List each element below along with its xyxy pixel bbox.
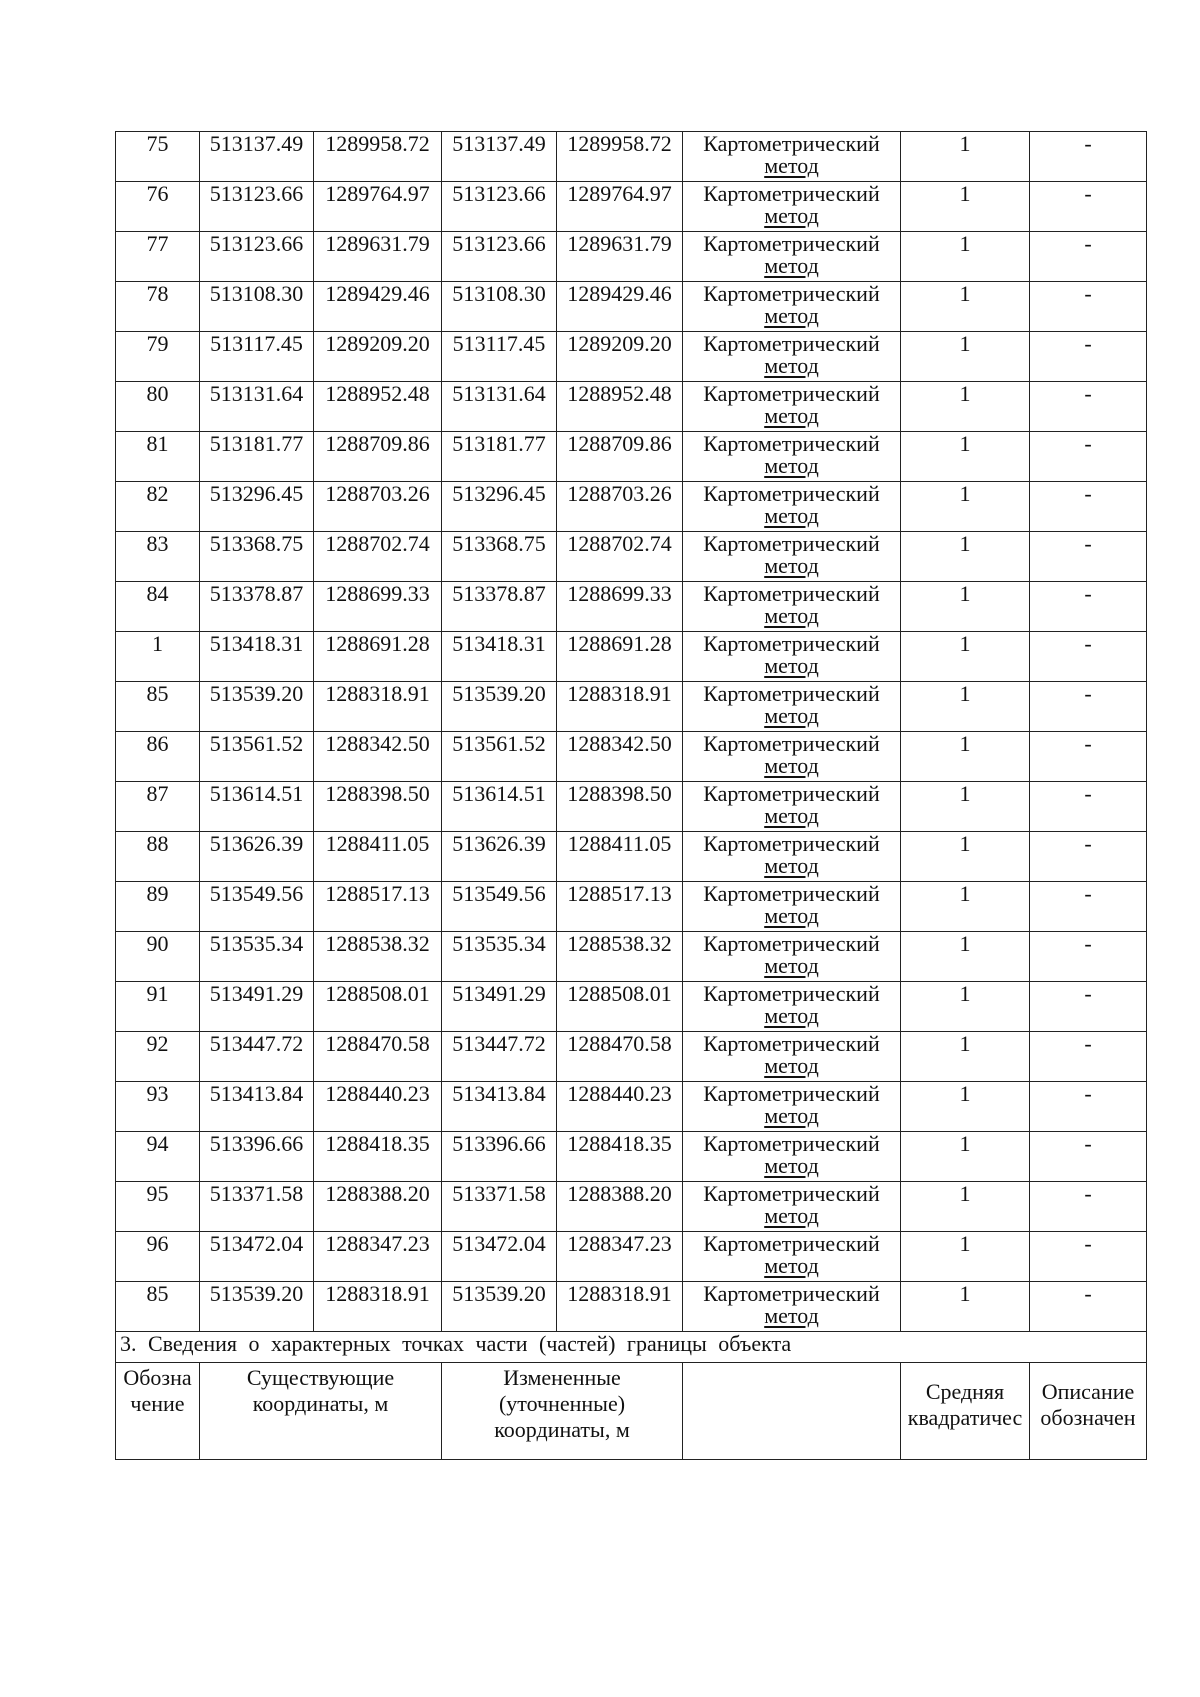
accuracy-value: 1 xyxy=(901,832,1030,882)
method-cell xyxy=(683,332,901,382)
method-line1: Картометрический xyxy=(703,781,880,806)
changed-y: 1288517.13 xyxy=(557,882,683,932)
method-line1: Картометрический xyxy=(703,481,880,506)
method-line2: метод xyxy=(764,753,819,778)
table-row xyxy=(116,1132,1147,1182)
description-value: - xyxy=(1030,882,1147,932)
section-row xyxy=(116,1332,1147,1363)
method-cell xyxy=(683,582,901,632)
method-cell xyxy=(683,682,901,732)
method-line2: метод xyxy=(764,153,819,178)
table-row xyxy=(116,882,1147,932)
point-number: 86 xyxy=(116,732,200,782)
changed-y: 1289209.20 xyxy=(557,332,683,382)
method-line2: метод xyxy=(764,203,819,228)
method-line2: метод xyxy=(764,1253,819,1278)
table-row xyxy=(116,282,1147,332)
method-line2: метод xyxy=(764,553,819,578)
accuracy-value: 1 xyxy=(901,1282,1030,1332)
existing-y: 1288440.23 xyxy=(314,1082,442,1132)
method-cell xyxy=(683,882,901,932)
accuracy-value: 1 xyxy=(901,532,1030,582)
accuracy-value: 1 xyxy=(901,332,1030,382)
existing-y: 1288691.28 xyxy=(314,632,442,682)
point-number: 94 xyxy=(116,1132,200,1182)
table-row xyxy=(116,682,1147,732)
changed-y: 1288952.48 xyxy=(557,382,683,432)
description-value: - xyxy=(1030,482,1147,532)
existing-x: 513396.66 xyxy=(200,1132,314,1182)
header-designation xyxy=(116,1363,200,1460)
method-cell xyxy=(683,632,901,682)
existing-y: 1288418.35 xyxy=(314,1132,442,1182)
method-line2: метод xyxy=(764,303,819,328)
point-number: 80 xyxy=(116,382,200,432)
description-value: - xyxy=(1030,632,1147,682)
accuracy-value: 1 xyxy=(901,932,1030,982)
method-line2: метод xyxy=(764,253,819,278)
header-existing-coords xyxy=(200,1363,442,1460)
existing-y: 1289764.97 xyxy=(314,182,442,232)
table-row xyxy=(116,732,1147,782)
description-value: - xyxy=(1030,732,1147,782)
method-cell xyxy=(683,932,901,982)
header-existing-line1: Существующие xyxy=(246,1365,395,1390)
changed-y: 1289958.72 xyxy=(557,132,683,182)
point-number: 89 xyxy=(116,882,200,932)
description-value: - xyxy=(1030,1282,1147,1332)
method-cell xyxy=(683,1282,901,1332)
table-row xyxy=(116,1032,1147,1082)
existing-x: 513181.77 xyxy=(200,432,314,482)
description-value: - xyxy=(1030,982,1147,1032)
method-cell xyxy=(683,982,901,1032)
changed-x: 513296.45 xyxy=(442,482,557,532)
existing-y: 1288318.91 xyxy=(314,1282,442,1332)
table-row xyxy=(116,1182,1147,1232)
existing-x: 513296.45 xyxy=(200,482,314,532)
accuracy-value: 1 xyxy=(901,682,1030,732)
existing-y: 1288709.86 xyxy=(314,432,442,482)
point-number: 77 xyxy=(116,232,200,282)
method-line1: Картометрический xyxy=(703,1281,880,1306)
changed-x: 513108.30 xyxy=(442,282,557,332)
existing-y: 1288388.20 xyxy=(314,1182,442,1232)
existing-y: 1288347.23 xyxy=(314,1232,442,1282)
method-cell xyxy=(683,832,901,882)
existing-y: 1289958.72 xyxy=(314,132,442,182)
changed-x: 513626.39 xyxy=(442,832,557,882)
table-row xyxy=(116,1232,1147,1282)
method-cell xyxy=(683,132,901,182)
header-changed-line1: Измененные xyxy=(503,1365,621,1390)
point-number: 82 xyxy=(116,482,200,532)
header-accuracy xyxy=(901,1363,1030,1460)
method-line1: Картометрический xyxy=(703,681,880,706)
existing-y: 1289631.79 xyxy=(314,232,442,282)
table-row xyxy=(116,832,1147,882)
method-line1: Картометрический xyxy=(703,881,880,906)
table-row xyxy=(116,1082,1147,1132)
description-value: - xyxy=(1030,1232,1147,1282)
existing-x: 513626.39 xyxy=(200,832,314,882)
header-accuracy-line2: квадратичес xyxy=(907,1405,1023,1430)
header-description-line1: Описание xyxy=(1041,1379,1135,1404)
header-accuracy-line1: Средняя xyxy=(925,1379,1005,1404)
description-value: - xyxy=(1030,782,1147,832)
boundary-points-table xyxy=(115,131,1147,1460)
method-line2: метод xyxy=(764,1303,819,1328)
point-number: 91 xyxy=(116,982,200,1032)
existing-y: 1288411.05 xyxy=(314,832,442,882)
changed-y: 1288508.01 xyxy=(557,982,683,1032)
accuracy-value: 1 xyxy=(901,1082,1030,1132)
existing-y: 1289429.46 xyxy=(314,282,442,332)
table-row xyxy=(116,332,1147,382)
header-changed-coords xyxy=(442,1363,683,1460)
changed-x: 513418.31 xyxy=(442,632,557,682)
existing-x: 513549.56 xyxy=(200,882,314,932)
method-line1: Картометрический xyxy=(703,831,880,856)
table-row xyxy=(116,532,1147,582)
table-row xyxy=(116,1282,1147,1332)
changed-y: 1289764.97 xyxy=(557,182,683,232)
existing-y: 1288703.26 xyxy=(314,482,442,532)
changed-x: 513368.75 xyxy=(442,532,557,582)
point-number: 96 xyxy=(116,1232,200,1282)
table-row xyxy=(116,582,1147,632)
description-value: - xyxy=(1030,432,1147,482)
point-number: 85 xyxy=(116,682,200,732)
existing-x: 513131.64 xyxy=(200,382,314,432)
table-body xyxy=(116,132,1147,1460)
table-row xyxy=(116,182,1147,232)
changed-y: 1289429.46 xyxy=(557,282,683,332)
point-number: 87 xyxy=(116,782,200,832)
accuracy-value: 1 xyxy=(901,232,1030,282)
method-line1: Картометрический xyxy=(703,1231,880,1256)
method-cell xyxy=(683,1182,901,1232)
method-line1: Картометрический xyxy=(703,1031,880,1056)
existing-x: 513368.75 xyxy=(200,532,314,582)
existing-x: 513108.30 xyxy=(200,282,314,332)
header-changed-line3: координаты, м xyxy=(494,1417,630,1442)
method-line2: метод xyxy=(764,853,819,878)
existing-y: 1288699.33 xyxy=(314,582,442,632)
method-line1: Картометрический xyxy=(703,631,880,656)
changed-y: 1288411.05 xyxy=(557,832,683,882)
changed-y: 1288709.86 xyxy=(557,432,683,482)
changed-x: 513447.72 xyxy=(442,1032,557,1082)
existing-y: 1288952.48 xyxy=(314,382,442,432)
existing-x: 513371.58 xyxy=(200,1182,314,1232)
changed-x: 513123.66 xyxy=(442,232,557,282)
description-value: - xyxy=(1030,582,1147,632)
accuracy-value: 1 xyxy=(901,782,1030,832)
changed-x: 513371.58 xyxy=(442,1182,557,1232)
method-line2: метод xyxy=(764,1153,819,1178)
header-row xyxy=(116,1363,1147,1460)
description-value: - xyxy=(1030,832,1147,882)
method-cell xyxy=(683,532,901,582)
point-number: 76 xyxy=(116,182,200,232)
method-line2: метод xyxy=(764,1103,819,1128)
description-value: - xyxy=(1030,932,1147,982)
method-line1: Картометрический xyxy=(703,231,880,256)
existing-x: 513539.20 xyxy=(200,1282,314,1332)
method-line2: метод xyxy=(764,953,819,978)
point-number: 90 xyxy=(116,932,200,982)
changed-x: 513137.49 xyxy=(442,132,557,182)
existing-x: 513447.72 xyxy=(200,1032,314,1082)
method-line2: метод xyxy=(764,1203,819,1228)
existing-y: 1288470.58 xyxy=(314,1032,442,1082)
table-row xyxy=(116,132,1147,182)
header-method xyxy=(683,1363,901,1460)
description-value: - xyxy=(1030,1132,1147,1182)
table-row xyxy=(116,232,1147,282)
method-line1: Картометрический xyxy=(703,181,880,206)
accuracy-value: 1 xyxy=(901,1132,1030,1182)
changed-y: 1288418.35 xyxy=(557,1132,683,1182)
changed-x: 513614.51 xyxy=(442,782,557,832)
accuracy-value: 1 xyxy=(901,882,1030,932)
description-value: - xyxy=(1030,682,1147,732)
method-line2: метод xyxy=(764,403,819,428)
accuracy-value: 1 xyxy=(901,1182,1030,1232)
method-line2: метод xyxy=(764,653,819,678)
method-line2: метод xyxy=(764,903,819,928)
existing-x: 513378.87 xyxy=(200,582,314,632)
changed-x: 513472.04 xyxy=(442,1232,557,1282)
changed-y: 1288342.50 xyxy=(557,732,683,782)
accuracy-value: 1 xyxy=(901,182,1030,232)
method-line2: метод xyxy=(764,703,819,728)
method-line2: метод xyxy=(764,1053,819,1078)
accuracy-value: 1 xyxy=(901,282,1030,332)
changed-x: 513561.52 xyxy=(442,732,557,782)
point-number: 93 xyxy=(116,1082,200,1132)
method-line1: Картометрический xyxy=(703,381,880,406)
method-cell xyxy=(683,1082,901,1132)
changed-y: 1288702.74 xyxy=(557,532,683,582)
description-value: - xyxy=(1030,532,1147,582)
point-number: 75 xyxy=(116,132,200,182)
table-row xyxy=(116,982,1147,1032)
point-number: 81 xyxy=(116,432,200,482)
changed-y: 1288699.33 xyxy=(557,582,683,632)
table-row xyxy=(116,382,1147,432)
existing-x: 513123.66 xyxy=(200,232,314,282)
method-cell xyxy=(683,382,901,432)
method-line1: Картометрический xyxy=(703,1131,880,1156)
method-line1: Картометрический xyxy=(703,531,880,556)
table-row xyxy=(116,432,1147,482)
method-cell xyxy=(683,1032,901,1082)
existing-y: 1288508.01 xyxy=(314,982,442,1032)
changed-y: 1288703.26 xyxy=(557,482,683,532)
accuracy-value: 1 xyxy=(901,132,1030,182)
accuracy-value: 1 xyxy=(901,732,1030,782)
point-number: 1 xyxy=(116,632,200,682)
changed-x: 513117.45 xyxy=(442,332,557,382)
existing-x: 513413.84 xyxy=(200,1082,314,1132)
existing-x: 513561.52 xyxy=(200,732,314,782)
header-existing-line2: координаты, м xyxy=(252,1391,389,1416)
method-line1: Картометрический xyxy=(703,731,880,756)
changed-x: 513131.64 xyxy=(442,382,557,432)
accuracy-value: 1 xyxy=(901,432,1030,482)
method-cell xyxy=(683,1232,901,1282)
existing-y: 1288702.74 xyxy=(314,532,442,582)
existing-x: 513117.45 xyxy=(200,332,314,382)
point-number: 95 xyxy=(116,1182,200,1232)
method-cell xyxy=(683,732,901,782)
table-row xyxy=(116,482,1147,532)
existing-x: 513123.66 xyxy=(200,182,314,232)
changed-y: 1288440.23 xyxy=(557,1082,683,1132)
existing-x: 513472.04 xyxy=(200,1232,314,1282)
description-value: - xyxy=(1030,1082,1147,1132)
point-number: 88 xyxy=(116,832,200,882)
method-line1: Картометрический xyxy=(703,331,880,356)
method-cell xyxy=(683,482,901,532)
method-line1: Картометрический xyxy=(703,1181,880,1206)
method-line1: Картометрический xyxy=(703,131,880,156)
point-number: 85 xyxy=(116,1282,200,1332)
method-line1: Картометрический xyxy=(703,431,880,456)
description-value: - xyxy=(1030,182,1147,232)
existing-y: 1288538.32 xyxy=(314,932,442,982)
accuracy-value: 1 xyxy=(901,1232,1030,1282)
changed-x: 513539.20 xyxy=(442,682,557,732)
changed-y: 1288318.91 xyxy=(557,682,683,732)
accuracy-value: 1 xyxy=(901,632,1030,682)
description-value: - xyxy=(1030,132,1147,182)
changed-x: 513181.77 xyxy=(442,432,557,482)
point-number: 79 xyxy=(116,332,200,382)
existing-y: 1288318.91 xyxy=(314,682,442,732)
method-cell xyxy=(683,1132,901,1182)
method-line1: Картометрический xyxy=(703,981,880,1006)
changed-y: 1288691.28 xyxy=(557,632,683,682)
changed-y: 1289631.79 xyxy=(557,232,683,282)
changed-y: 1288347.23 xyxy=(557,1232,683,1282)
existing-x: 513539.20 xyxy=(200,682,314,732)
point-number: 78 xyxy=(116,282,200,332)
table-row xyxy=(116,932,1147,982)
existing-y: 1288517.13 xyxy=(314,882,442,932)
section-title: 3. Сведения о характерных точках части (частей) границы объекта xyxy=(116,1332,1147,1363)
changed-x: 513123.66 xyxy=(442,182,557,232)
description-value: - xyxy=(1030,332,1147,382)
method-line2: метод xyxy=(764,1003,819,1028)
changed-x: 513535.34 xyxy=(442,932,557,982)
point-number: 92 xyxy=(116,1032,200,1082)
existing-x: 513137.49 xyxy=(200,132,314,182)
description-value: - xyxy=(1030,1182,1147,1232)
changed-y: 1288538.32 xyxy=(557,932,683,982)
table-row xyxy=(116,632,1147,682)
changed-x: 513539.20 xyxy=(442,1282,557,1332)
method-line2: метод xyxy=(764,603,819,628)
accuracy-value: 1 xyxy=(901,1032,1030,1082)
changed-x: 513378.87 xyxy=(442,582,557,632)
method-line2: метод xyxy=(764,453,819,478)
header-description xyxy=(1030,1363,1147,1460)
method-cell xyxy=(683,282,901,332)
existing-x: 513535.34 xyxy=(200,932,314,982)
changed-y: 1288318.91 xyxy=(557,1282,683,1332)
point-number: 84 xyxy=(116,582,200,632)
description-value: - xyxy=(1030,282,1147,332)
existing-x: 513418.31 xyxy=(200,632,314,682)
accuracy-value: 1 xyxy=(901,582,1030,632)
method-line1: Картометрический xyxy=(703,931,880,956)
header-changed-line2: (уточненные) xyxy=(498,1391,626,1416)
method-line2: метод xyxy=(764,803,819,828)
existing-y: 1288342.50 xyxy=(314,732,442,782)
existing-x: 513614.51 xyxy=(200,782,314,832)
table-row xyxy=(116,782,1147,832)
changed-x: 513396.66 xyxy=(442,1132,557,1182)
method-cell xyxy=(683,232,901,282)
method-cell xyxy=(683,182,901,232)
accuracy-value: 1 xyxy=(901,482,1030,532)
method-cell xyxy=(683,782,901,832)
changed-y: 1288470.58 xyxy=(557,1032,683,1082)
existing-y: 1289209.20 xyxy=(314,332,442,382)
changed-x: 513491.29 xyxy=(442,982,557,1032)
description-value: - xyxy=(1030,382,1147,432)
accuracy-value: 1 xyxy=(901,382,1030,432)
method-line1: Картометрический xyxy=(703,281,880,306)
method-line2: метод xyxy=(764,503,819,528)
point-number: 83 xyxy=(116,532,200,582)
changed-y: 1288398.50 xyxy=(557,782,683,832)
description-value: - xyxy=(1030,1032,1147,1082)
description-value: - xyxy=(1030,232,1147,282)
method-line2: метод xyxy=(764,353,819,378)
changed-x: 513413.84 xyxy=(442,1082,557,1132)
method-line1: Картометрический xyxy=(703,1081,880,1106)
changed-y: 1288388.20 xyxy=(557,1182,683,1232)
existing-x: 513491.29 xyxy=(200,982,314,1032)
header-designation-line2: чение xyxy=(130,1391,185,1416)
method-cell xyxy=(683,432,901,482)
changed-x: 513549.56 xyxy=(442,882,557,932)
accuracy-value: 1 xyxy=(901,982,1030,1032)
header-description-line2: обозначен xyxy=(1040,1405,1136,1430)
method-line1: Картометрический xyxy=(703,581,880,606)
header-designation-line1: Обозна xyxy=(123,1365,192,1390)
existing-y: 1288398.50 xyxy=(314,782,442,832)
